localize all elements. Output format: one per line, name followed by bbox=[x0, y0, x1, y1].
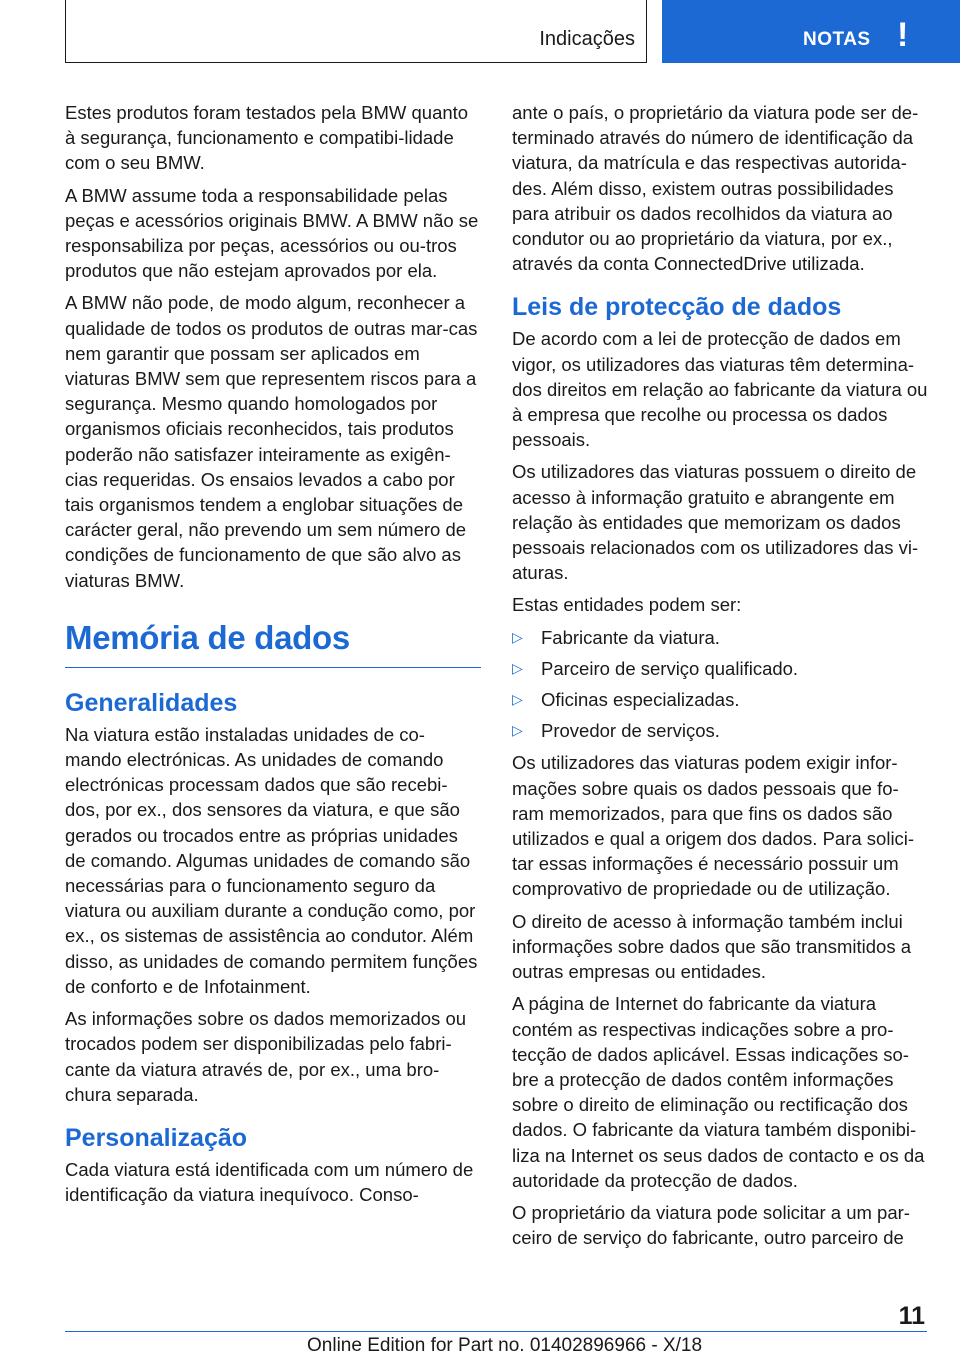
paragraph: Os utilizadores das viaturas possuem o direito de acesso à informação gratuito e abrangente em relação às entidades que memorizam os dados pessoais relacionados com os utilizadores das vi-aturas. bbox=[512, 461, 919, 584]
list-item bbox=[512, 687, 928, 712]
triangle-bullet-icon: ▷ bbox=[512, 628, 523, 645]
paragraph: Os utilizadores das viaturas podem exigir infor-mações sobre quais os dados pessoais que fo-ram memorizados, para que fins os dados são utilizados e qual a origem dos dados. Para solici-tar essas informações é necessário possuir um comprovativo de propriedade ou de utilização. bbox=[512, 752, 915, 900]
list-item bbox=[512, 656, 928, 681]
paragraph: O proprietário da viatura pode solicitar a um par-ceiro de serviço do fabricante, outro parceiro de bbox=[512, 1201, 910, 1249]
list-item bbox=[512, 625, 928, 650]
paragraph: A BMW assume toda a responsabilidade pelas peças e acessórios originais BMW. A BMW não se responsabiliza por peças, acessórios ou ou-tros produtos que não estejam aprovados por ela. bbox=[65, 184, 479, 282]
triangle-bullet-icon: ▷ bbox=[512, 722, 523, 739]
paragraph: A BMW não pode, de modo algum, reconhecer a qualidade de todos os produtos de outras mar-cas nem garantir que possam ser aplicados em viaturas BMW sem que representem riscos para a segurança. Mesmo quando homologados por organismos oficiais reconhecidos, tais produtos poderão não satisfazer inteiramente as exigên-cias requeridas. Os ensaios levados a cabo por tais organismos tendem a englobar situações de carácter geral, não prevendo um sem número de condições de funcionamento de que são alvo as viaturas BMW. bbox=[65, 292, 478, 591]
paragraph: O direito de acesso à informação também inclui informações sobre dados que são transmitidos a outras empresas ou entidades. bbox=[512, 910, 911, 983]
header-section-title: Indicações bbox=[539, 28, 635, 50]
list-item bbox=[512, 718, 928, 743]
footer-edition: Online Edition for Part no. 01402896966 - X/18 bbox=[307, 1335, 703, 1356]
list-item-text: Oficinas especializadas. bbox=[541, 689, 740, 711]
triangle-bullet-icon: ▷ bbox=[512, 659, 523, 676]
subheading-generalidades: Generalidades bbox=[65, 688, 238, 717]
exclamation-icon: ! bbox=[897, 16, 909, 54]
paragraph: Na viatura estão instaladas unidades de co-mando electrónicas. As unidades de comando electrónicas processam dados que são recebi-dos, por ex., dos sensores da viatura, e que são gerados ou trocados entre as próprias unidades de comando. Algumas unidades de comando são necessárias para o funcionamento seguro da viatura ou auxiliam durante a condução como, por ex., os sistemas de assistência ao condutor. Além disso, as unidades de comando permitem funções de conforto e de Infotainment. bbox=[65, 723, 478, 997]
list-item-text: Parceiro de serviço qualificado. bbox=[541, 657, 799, 679]
triangle-bullet-icon: ▷ bbox=[512, 691, 523, 708]
header-tab-notas bbox=[662, 0, 960, 63]
paragraph: Cada viatura está identificada com um número de identificação da viatura inequívoco. Conso- bbox=[65, 1158, 474, 1206]
footer-divider bbox=[65, 1331, 927, 1332]
list-item-text: Provedor de serviços. bbox=[541, 720, 720, 742]
paragraph: A página de Internet do fabricante da viatura contém as respectivas indicações sobre a pro-tecção de dados aplicável. Essas indicações so-bre a protecção de dados contêm informações sobre o direito de eliminação ou rectificação dos dados. O fabricante da viatura também disponibi-liza na Internet os seus dados de contacto e os da autoridade da protecção de dados. bbox=[512, 993, 925, 1191]
paragraph: ante o país, o proprietário da viatura pode ser de-terminado através do número de identificação da viatura, da matrícula e das respectivas autorida-des. Além disso, existem outras possibilidades para atribuir os dados recolhidos da viatura ao condutor ou ao proprietário da viatura, por ex., através da conta ConnectedDrive utilizada. bbox=[512, 102, 919, 275]
paragraph: As informações sobre os dados memorizados ou trocados podem ser disponibilizadas pelo fabri-cante da viatura através de, por ex., uma bro-chura separada. bbox=[65, 1008, 467, 1105]
paragraph: De acordo com a lei de protecção de dados em vigor, os utilizadores das viaturas têm determina-dos direitos em relação ao fabricante da viatura ou à empresa que recolhe ou processa os dados pessoais. bbox=[512, 328, 928, 451]
subheading-personalizacao: Personalização bbox=[65, 1123, 248, 1152]
paragraph: Estes produtos foram testados pela BMW quanto à segurança, funcionamento e compatibi-lidade com o seu BMW. bbox=[65, 102, 469, 174]
left-column bbox=[65, 100, 481, 1214]
subheading-leis-protecao-dados: Leis de protecção de dados bbox=[512, 293, 842, 322]
entities-list bbox=[512, 625, 928, 744]
right-column bbox=[512, 100, 928, 1257]
paragraph: Estas entidades podem ser: bbox=[512, 594, 742, 616]
header-tab-label: NOTAS bbox=[803, 29, 871, 50]
section-heading-memoria: Memória de dados bbox=[65, 619, 481, 668]
list-item-text: Fabricante da viatura. bbox=[541, 626, 720, 648]
page-number: 11 bbox=[898, 1302, 925, 1330]
